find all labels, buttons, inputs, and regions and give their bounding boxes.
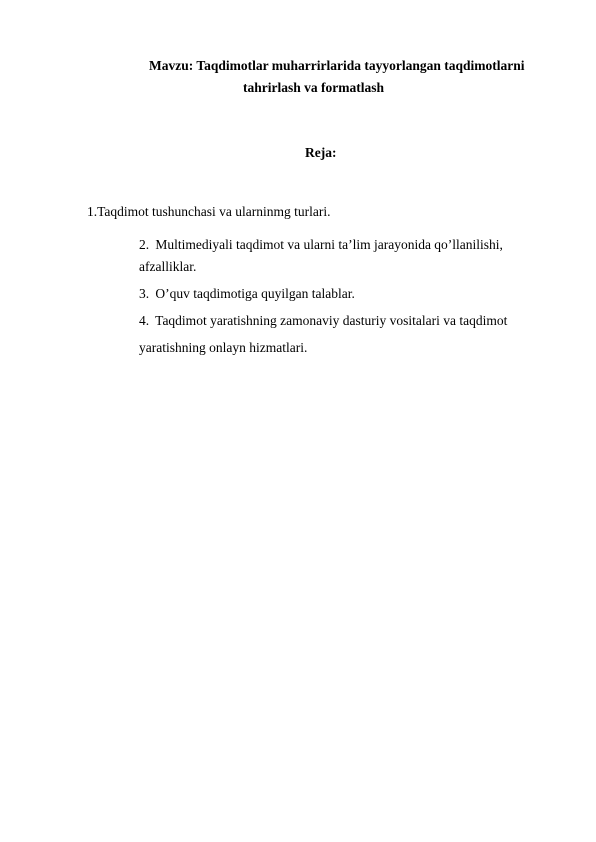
plan-item-1-number: 1. <box>87 204 98 219</box>
plan-item-2-text-line-2: afzalliklar. <box>139 259 197 274</box>
plan-item-2-line-1 <box>139 237 503 253</box>
plan-item-2-number: 2. <box>139 237 150 252</box>
plan-heading: Reja: <box>305 145 337 160</box>
plan-item-1 <box>87 204 331 220</box>
plan-item-3 <box>139 286 355 302</box>
plan-item-4-text-line-1: Taqdimot yaratishning zamonaviy dasturiy vositalari va taqdimot <box>155 313 508 328</box>
plan-item-1-text: Taqdimot tushunchasi va ularninmg turlari. <box>97 204 331 219</box>
plan-item-4-line-1 <box>139 313 507 329</box>
document-title-line-2: tahrirlash va formatlash <box>243 80 384 95</box>
plan-item-3-number: 3. <box>139 286 150 301</box>
plan-item-4-text-line-2: yaratishning onlayn hizmatlari. <box>139 340 308 355</box>
plan-item-4-number: 4. <box>139 313 150 328</box>
document-title-line-1: Mavzu: Taqdimotlar muharrirlarida tayyorlangan taqdimotlarni <box>149 58 525 73</box>
plan-item-2-text-line-1: Multimediyali taqdimot va ularni ta’lim jarayonida qo’llanilishi, <box>155 237 503 252</box>
plan-item-3-text: O’quv taqdimotiga quyilgan talablar. <box>155 286 355 301</box>
